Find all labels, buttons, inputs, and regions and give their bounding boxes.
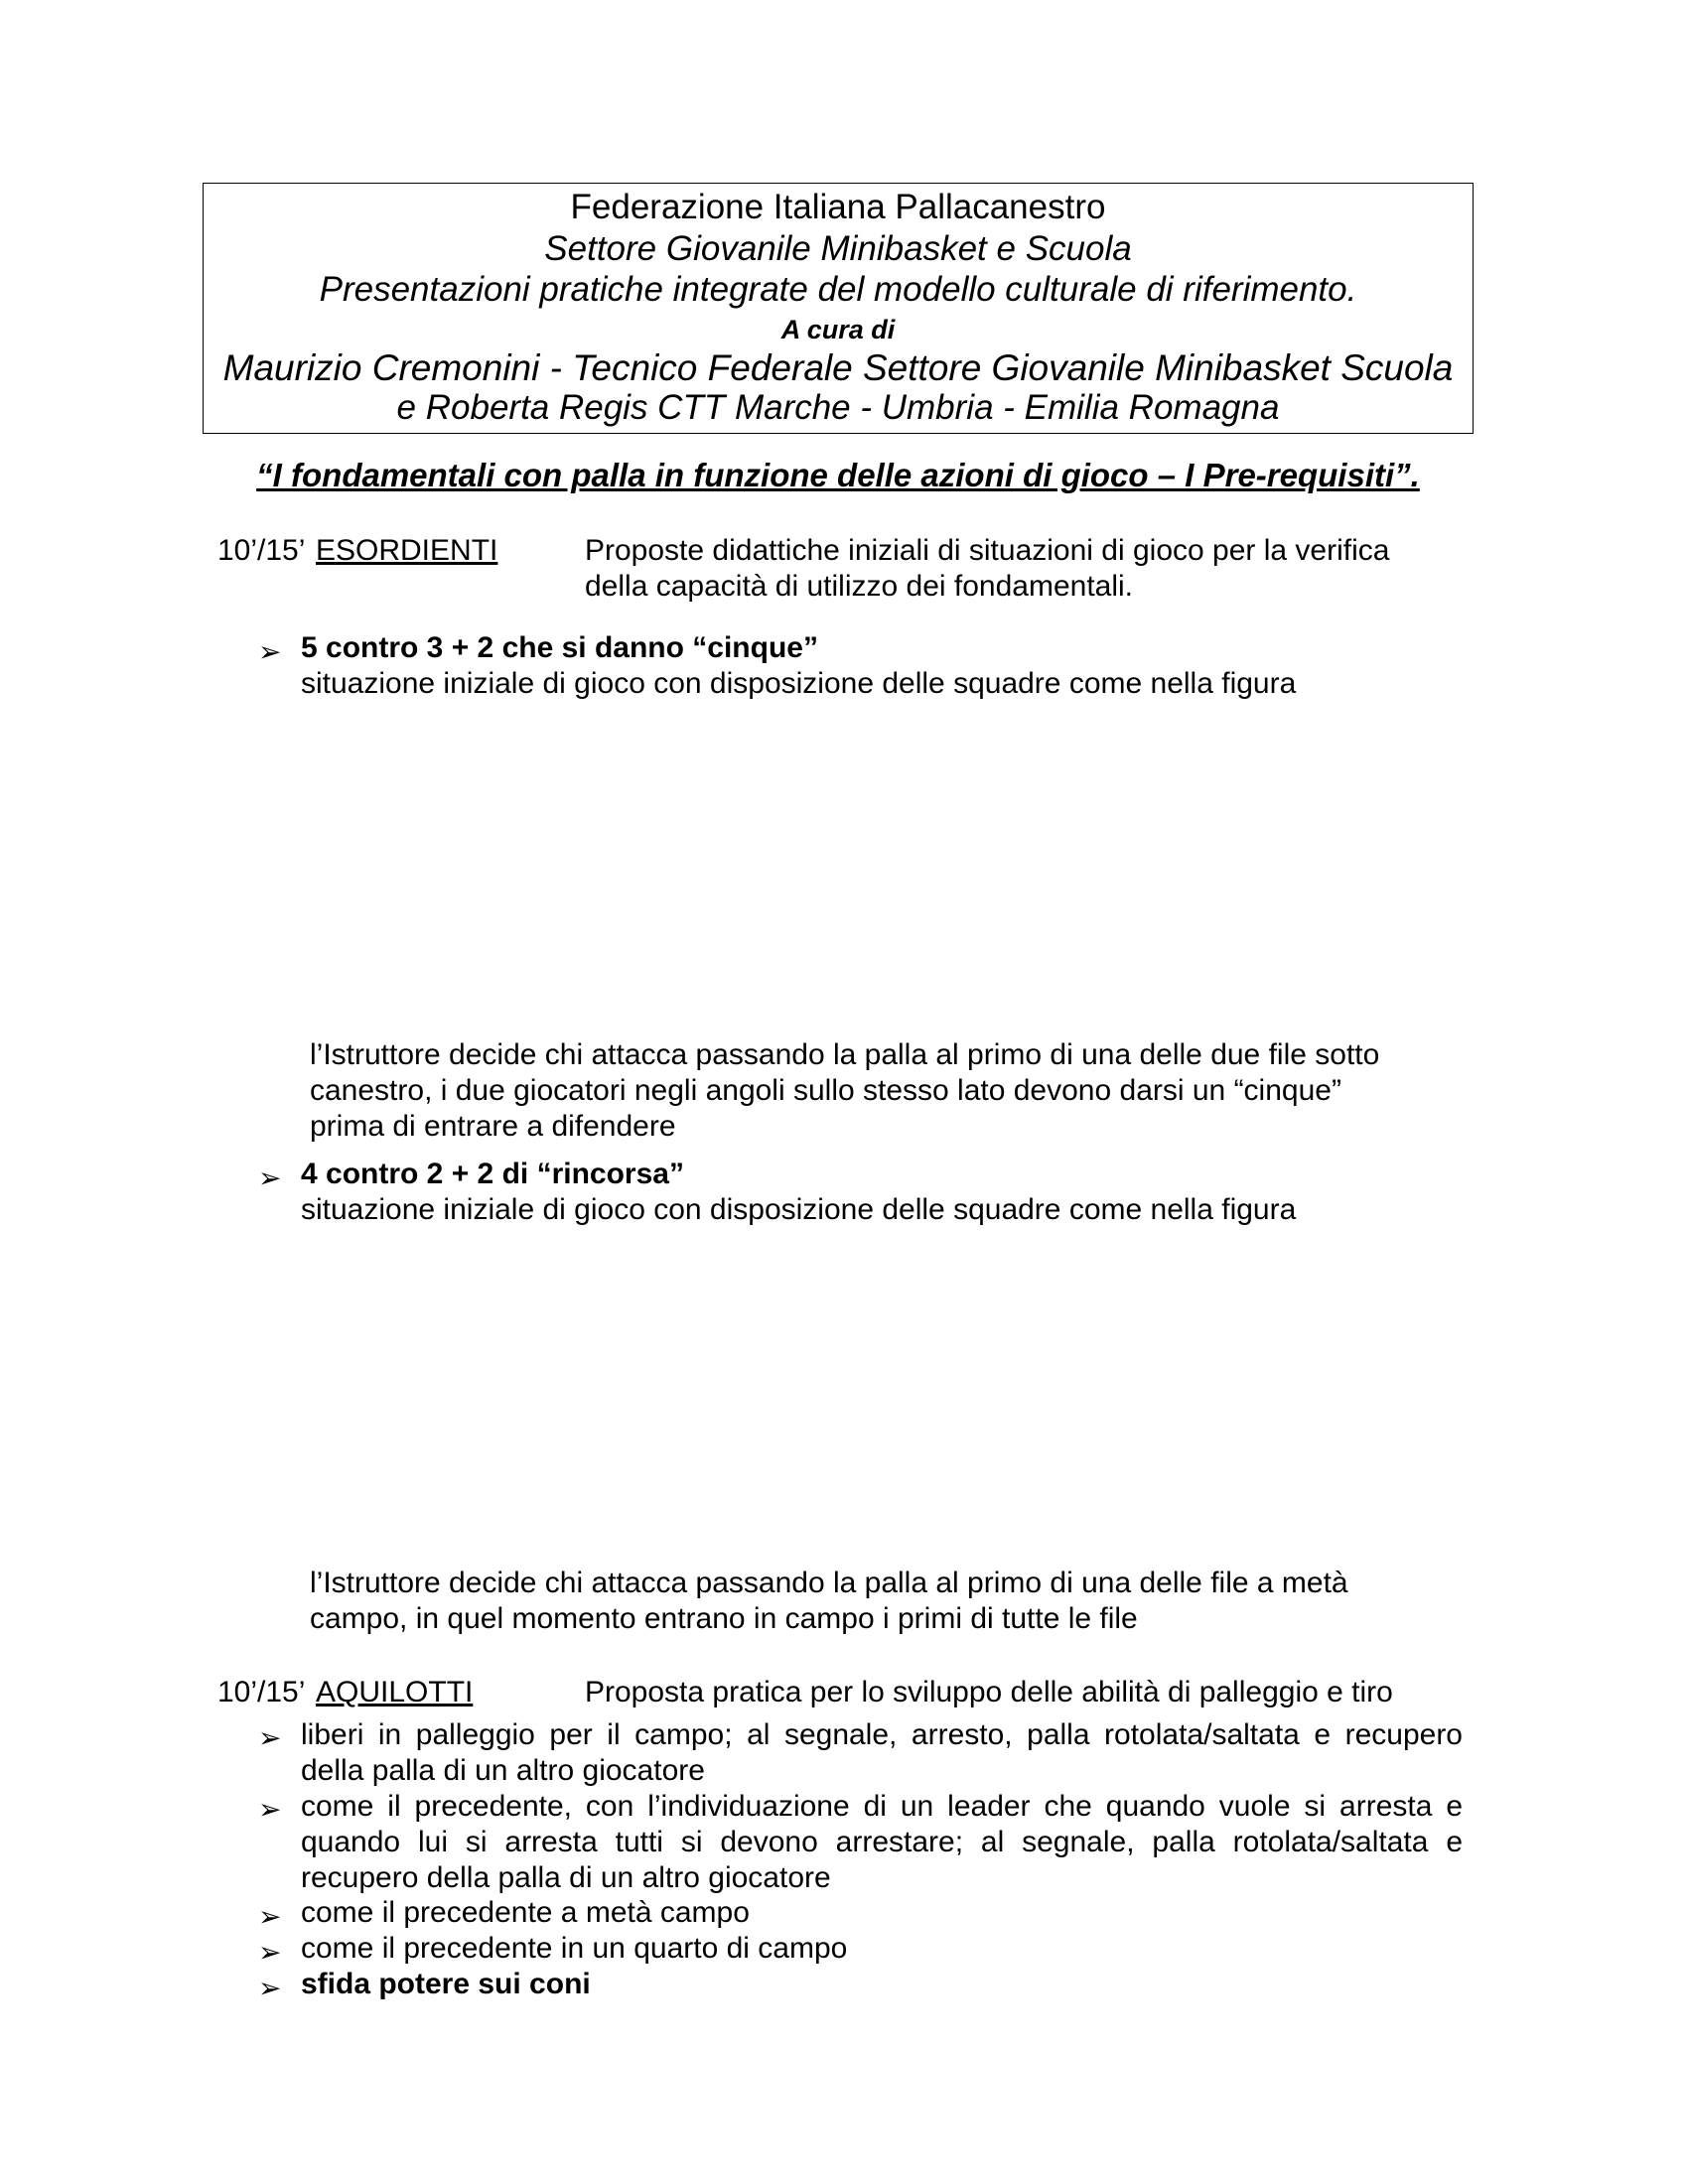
exercise1-title: 5 contro 3 + 2 che si danno “cinque” — [301, 631, 818, 664]
bullet-arrow-icon: ➢ — [258, 1162, 282, 1193]
aquilotti-item-5: sfida potere sui coni — [301, 1968, 591, 2000]
exercise1-note-line2: canestro, i due giocatori negli angoli sullo stesso lato devono darsi un “cinque” — [310, 1074, 1341, 1107]
exercise2-subtitle: situazione iniziale di gioco con disposizione delle squadre come nella figura — [301, 1193, 1297, 1226]
aquilotti-item-2-line1: come il precedente, con l’individuazione di un leader che quando vuole si arresta e — [301, 1790, 1463, 1823]
esordienti-time: 10’/15’ — [217, 534, 306, 567]
exercise1-note-line1: l’Istruttore decide chi attacca passando la palla al primo di una delle due file sotto — [310, 1038, 1380, 1071]
exercise2-note-line2: campo, in quel momento entrano in campo i primi di tutte le file — [310, 1602, 1138, 1635]
header-author-1: Maurizio Cremonini - Tecnico Federale Settore Giovanile Minibasket Scuola — [222, 347, 1454, 388]
esordienti-desc-line1: Proposte didattiche iniziali di situazioni di gioco per la verifica — [585, 534, 1390, 567]
header-curated-by: A cura di — [780, 315, 896, 344]
header-organization: Federazione Italiana Pallacanestro — [570, 188, 1106, 226]
aquilotti-time: 10’/15’ — [217, 1676, 306, 1708]
header-presentation: Presentazioni pratiche integrate del modello culturale di riferimento. — [319, 270, 1357, 309]
header-author-2: e Roberta Regis CTT Marche - Umbria - Emilia Romagna — [396, 388, 1280, 427]
aquilotti-item-2-line2: quando lui si arresta tutti si devono arrestare; al segnale, palla rotolata/saltata e — [301, 1826, 1463, 1858]
bullet-arrow-icon: ➢ — [258, 1973, 282, 2003]
aquilotti-category: AQUILOTTI — [316, 1676, 474, 1708]
aquilotti-item-1-line2: della palla di un altro giocatore — [301, 1754, 705, 1787]
bullet-arrow-icon: ➢ — [258, 1937, 282, 1968]
esordienti-category: ESORDIENTI — [316, 534, 498, 567]
aquilotti-desc: Proposta pratica per lo sviluppo delle abilità di palleggio e tiro — [585, 1676, 1393, 1708]
exercise2-note-line1: l’Istruttore decide chi attacca passando la palla al primo di una delle file a metà — [310, 1567, 1348, 1599]
exercise1-subtitle: situazione iniziale di gioco con disposizione delle squadre come nella figura — [301, 667, 1297, 700]
document-title: “I fondamentali con palla in funzione delle azioni di gioco – I Pre-requisiti”. — [256, 457, 1420, 493]
aquilotti-item-2-line3: recupero della palla di un altro giocatore — [301, 1861, 831, 1894]
exercise2-title: 4 contro 2 + 2 di “rincorsa” — [301, 1158, 684, 1190]
aquilotti-item-4: come il precedente in un quarto di campo — [301, 1932, 848, 1965]
esordienti-desc-line2: della capacità di utilizzo dei fondamentali. — [585, 570, 1133, 603]
bullet-arrow-icon: ➢ — [258, 1722, 282, 1753]
header-sector: Settore Giovanile Minibasket e Scuola — [544, 229, 1132, 268]
aquilotti-item-1-line1: liberi in palleggio per il campo; al segnale, arresto, palla rotolata/saltata e recupero — [301, 1718, 1463, 1751]
bullet-arrow-icon: ➢ — [258, 1794, 282, 1825]
bullet-arrow-icon: ➢ — [258, 636, 282, 667]
aquilotti-item-1 — [301, 1717, 1463, 1789]
exercise1-note-line3: prima di entrare a difendere — [310, 1110, 676, 1143]
bullet-arrow-icon: ➢ — [258, 1901, 282, 1932]
header-box — [203, 183, 1474, 434]
aquilotti-item-2 — [301, 1789, 1463, 1896]
aquilotti-item-3: come il precedente a metà campo — [301, 1896, 750, 1929]
